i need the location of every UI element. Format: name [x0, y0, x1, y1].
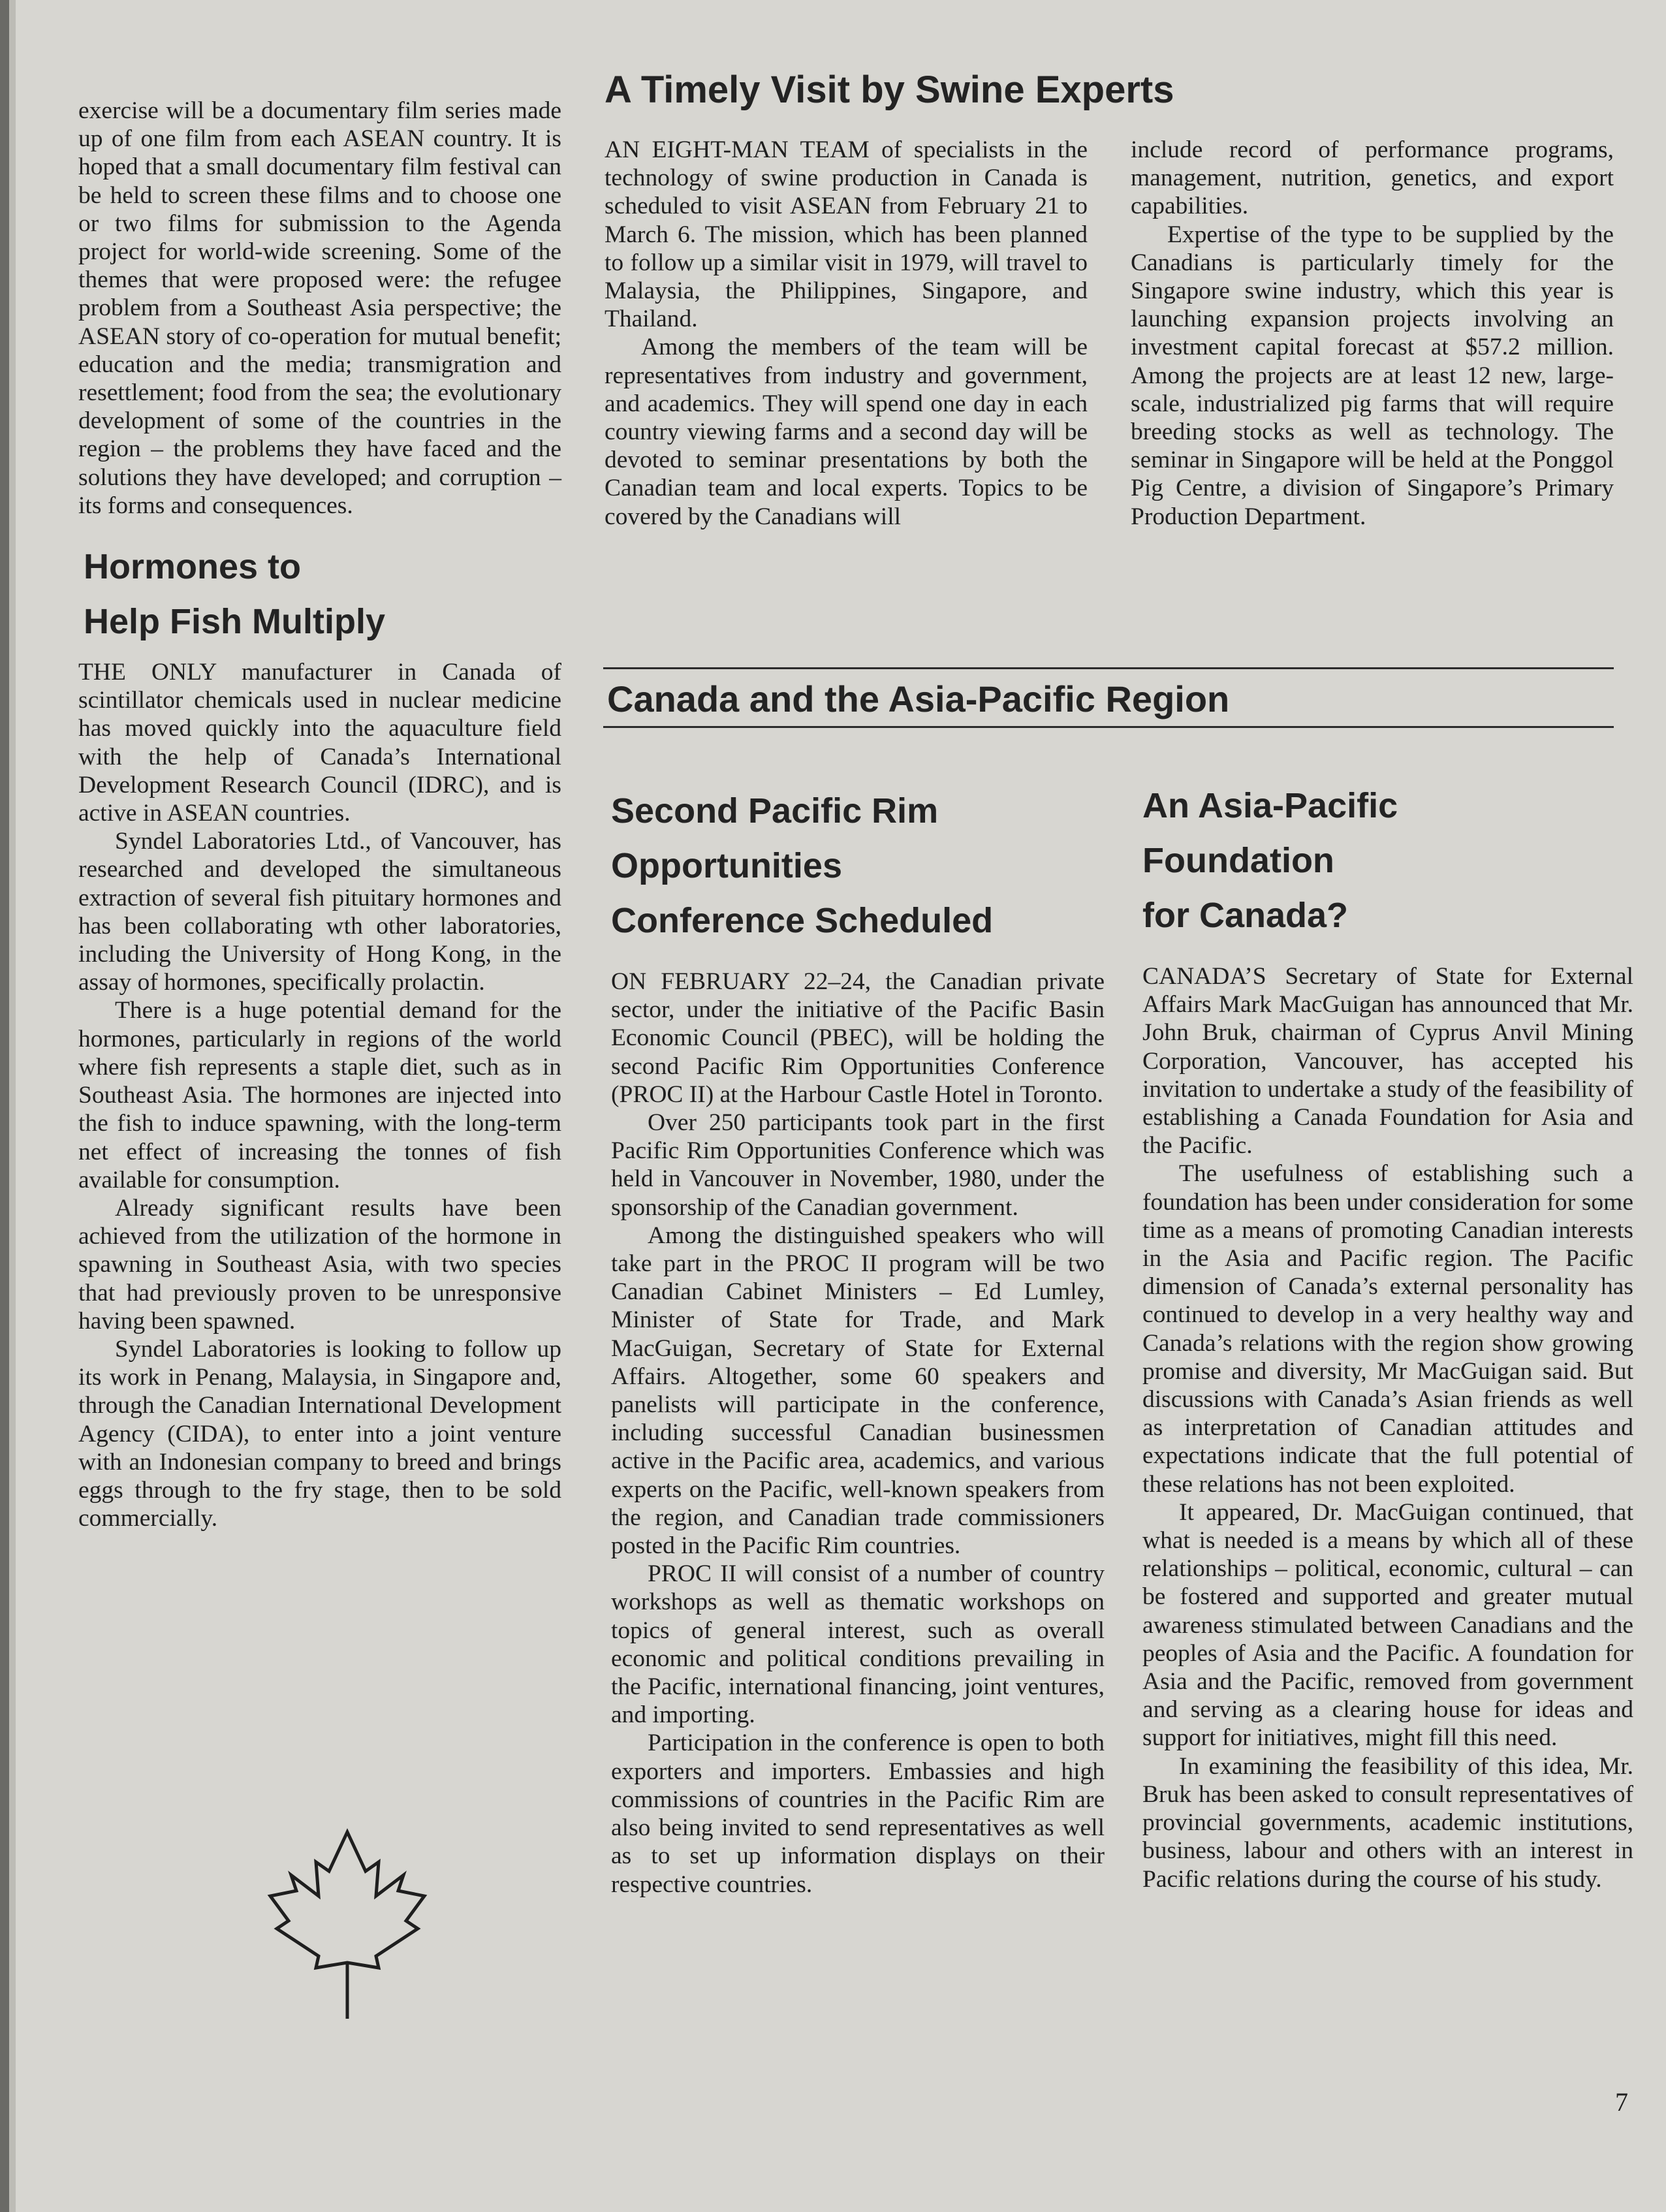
binding-shadow: [9, 0, 16, 2212]
maple-leaf-icon: [261, 1828, 433, 2024]
headline-line: An Asia-Pacific: [1142, 786, 1398, 825]
paragraph: Syndel Laboratories is looking to follow up its work in Penang, Malaysia, in Singapore and, through the Canadian International Development Agency (CIDA), to enter into a joint venture with an Indonesian company to breed and brings eggs through to the fry stage, then to be sold commercially.: [78, 1335, 561, 1532]
section-title: Canada and the Asia-Pacific Region: [607, 678, 1230, 719]
headline-line: Foundation: [1142, 841, 1334, 880]
foundation-headline: [1142, 778, 1633, 943]
swine-column-b: [1131, 136, 1614, 531]
binding-edge: [0, 0, 9, 2212]
swine-column-a: [605, 136, 1088, 531]
paragraph: It appeared, Dr. MacGuigan continued, that what is needed is a means by which all of these relationships – political, economic, cultural – can be fostered and supported and greater mutual awareness stimulated between Canadians and the peoples of Asia and the Pacific. A foundation for Asia and the Pacific, removed from government and serving as a clearing house for ideas and support for initiatives, might fill this need.: [1142, 1498, 1633, 1752]
paragraph: Already significant results have been achieved from the utilization of the hormone in spawning in Southeast Asia, with two species that had previously proven to be unresponsive having been spawned.: [78, 1194, 561, 1335]
section-rule-bottom: [603, 726, 1614, 728]
paragraph: Among the distinguished speakers who will take part in the PROC II program will be two Canadian Cabinet Ministers – Ed Lumley, Minister of State for Trade, and Mark MacGuigan, Secretary of State for External Affairs. Altogether, some 60 speakers and panelists will participate in the conference, including successful Canadian businessmen active in the Pacific area, academics, and various experts on the Pacific, well-known speakers from the region, and Canadian trade commissioners posted in the Pacific Rim countries.: [611, 1222, 1105, 1560]
headline-line: for Canada?: [1142, 896, 1349, 935]
foundation-article: [1142, 778, 1633, 1893]
page-number: 7: [1615, 2087, 1628, 2117]
paragraph: The usefulness of establishing such a foundation has been under consideration for some time as a means of promoting Canadian interests in the Asia and Pacific region. The Pacific dimension of Canada’s external personality has continued to develop in a very healthy way and Canada’s relations with the region show growing promise and diversity, Mr MacGuigan said. But discussions with Canada’s Asian friends as well as interpretation of Canadian attitudes and expectations indicate that the full potential of these relations has not been exploited.: [1142, 1160, 1633, 1498]
hormones-headline: [84, 539, 561, 649]
paragraph: Over 250 participants took part in the first Pacific Rim Opportunities Conference which was held in Vancouver in November, 1980, under the sponsorship of the Canadian government.: [611, 1109, 1105, 1221]
paragraph: There is a huge potential demand for the hormones, particularly in regions of the world where fish represents a staple diet, such as in Southeast Asia. The hormones are injected into the fish to induce spawning, with the long-term net effect of increasing the tonnes of fish available for consumption.: [78, 997, 561, 1193]
hormones-article: [78, 658, 561, 1532]
headline-line: Hormones to: [84, 547, 302, 587]
paragraph: In examining the feasibility of this idea, Mr. Bruk has been asked to consult representatives of provincial governments, academic institutions, business, labour and others with an interest in Pacific relations during the course of his study.: [1142, 1752, 1633, 1893]
agenda-continuation: [78, 97, 561, 520]
swine-headline: A Timely Visit by Swine Experts: [605, 69, 1174, 111]
paragraph: CANADA’S Secretary of State for External Affairs Mark MacGuigan has announced that Mr. John Bruk, chairman of Cyprus Anvil Mining Corporation, Vancouver, has accepted his invitation to undertake a study of the feasibility of establishing a Canada Foundation for Asia and the Pacific.: [1142, 963, 1633, 1160]
paragraph: THE ONLY manufacturer in Canada of scintillator chemicals used in nuclear medicine has moved quickly into the aquaculture field with the help of Canada’s International Development Research Council (IDRC), and is active in ASEAN countries.: [78, 659, 561, 827]
paragraph: Among the members of the team will be representatives from industry and government, and academics. They will spend one day in each country viewing farms and a second day will be devoted to seminar presentations by both the Canadian team and local experts. Topics to be covered by the Canadians will: [605, 334, 1088, 530]
headline-line: Opportunities: [611, 846, 842, 885]
section-rule-top: [603, 667, 1614, 669]
paragraph: ON FEBRUARY 22–24, the Canadian private sector, under the initiative of the Pacific Basin Economic Council (PBEC), will be holding the second Pacific Rim Opportunities Conference (PROC II) at the Harbour Castle Hotel in Toronto.: [611, 968, 1105, 1108]
column-left: [78, 97, 561, 1532]
paragraph: Syndel Laboratories Ltd., of Vancouver, has researched and developed the simultaneous extraction of several fish pituitary hormones and has been collaborating wth other laboratories, including the University of Hong Kong, in the assay of hormones, specifically prolactin.: [78, 828, 561, 996]
paragraph: PROC II will consist of a number of country workshops as well as thematic workshops on topics of general interest, such as overall economic and political conditions prevailing in the Pacific, international financing, joint ventures, and importing.: [611, 1560, 1105, 1729]
paragraph: Expertise of the type to be supplied by the Canadians is particularly timely for the Singapore swine industry, which this year is launching expansion projects involving an investment capital forecast at $57.2 million. Among the projects are at least 12 new, large-scale, industrialized pig farms that will require breeding stocks as well as technology. The seminar in Singapore will be held at the Ponggol Pig Centre, a division of Singapore’s Primary Production Department.: [1131, 221, 1614, 530]
paragraph: Participation in the conference is open to both exporters and importers. Embassies and high commissions of countries in the Pacific Rim are also being invited to send representatives as well as to set up information displays on their respective countries.: [611, 1730, 1105, 1898]
proc-headline: [611, 783, 1105, 948]
headline-line: Conference Scheduled: [611, 901, 994, 940]
headline-line: Second Pacific Rim: [611, 791, 939, 830]
paragraph: exercise will be a documentary film series made up of one film from each ASEAN country. It is hoped that a small documentary film festival can be held to screen these films and to choose one or two films for submission to the Agenda project for world-wide screening. Some of the themes that were proposed were: the refugee problem from a Southeast Asia perspective; the ASEAN story of co-operation for mutual benefit; education and the media; transmigration and resettlement; food from the sea; the evolutionary development of some of the countries in the region – the problems they have faced and the solutions they have developed; and corruption – its forms and consequences.: [78, 97, 561, 519]
paragraph: include record of performance programs, management, nutrition, genetics, and export capabilities.: [1131, 136, 1614, 220]
headline-line: Help Fish Multiply: [84, 602, 386, 642]
paragraph: AN EIGHT-MAN TEAM of specialists in the technology of swine production in Canada is scheduled to visit ASEAN from February 21 to March 6. The mission, which has been planned to follow up a similar visit in 1979, will travel to Malaysia, the Philippines, Singapore, and Thailand.: [605, 136, 1088, 333]
proc-article: [611, 783, 1105, 1899]
